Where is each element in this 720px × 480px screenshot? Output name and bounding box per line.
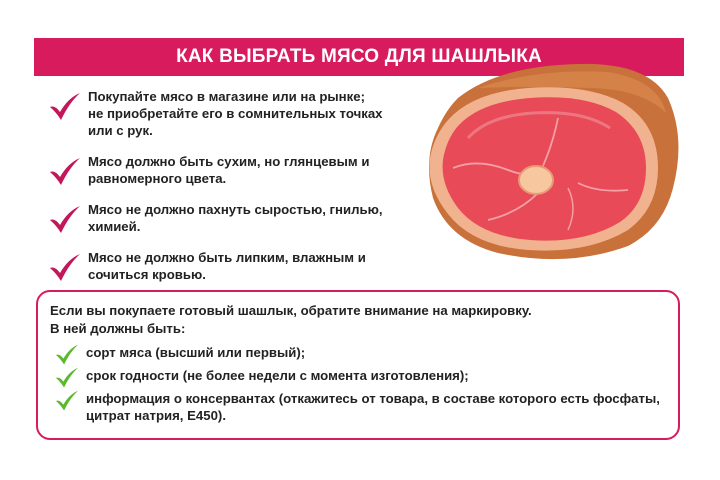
requirement-line: срок годности (не более недели с момента изготовления);: [86, 368, 469, 383]
tips-list: [46, 88, 406, 283]
tip-item: [46, 201, 406, 235]
tip-line: не приобретайте его в сомнительных точках: [88, 106, 383, 121]
tip-line: Мясо не должно пахнуть сыростью, гнилью,: [88, 202, 383, 217]
info-intro-line: В ней должны быть:: [50, 321, 186, 336]
check-icon: [54, 390, 80, 412]
tip-item: [46, 88, 406, 139]
check-icon: [54, 344, 80, 366]
requirements-list: [50, 344, 666, 424]
tip-line: Мясо не должно быть липким, влажным и: [88, 250, 366, 265]
requirement-item: [50, 390, 666, 424]
requirement-line: сорт мяса (высший или первый);: [86, 345, 306, 360]
tip-item: [46, 153, 406, 187]
requirement-item: [50, 367, 666, 384]
requirement-line: цитрат натрия, Е450).: [86, 408, 226, 423]
tip-line: сочиться кровью.: [88, 267, 206, 282]
info-intro-line: Если вы покупаете готовый шашлык, обратите внимание на маркировку.: [50, 303, 532, 318]
requirement-line: информация о консервантах (откажитесь от товара, в составе которого есть фосфаты,: [86, 391, 660, 406]
requirement-item: [50, 344, 666, 361]
labeling-info-box: [36, 290, 680, 440]
check-icon: [48, 205, 82, 235]
check-icon: [54, 367, 80, 389]
check-icon: [48, 157, 82, 187]
tip-line: равномерного цвета.: [88, 171, 227, 186]
check-icon: [48, 253, 82, 283]
tip-line: Мясо должно быть сухим, но глянцевым и: [88, 154, 370, 169]
tip-line: Покупайте мясо в магазине или на рынке;: [88, 89, 365, 104]
check-icon: [48, 92, 82, 122]
page-title: КАК ВЫБРАТЬ МЯСО ДЛЯ ШАШЛЫКА: [176, 46, 542, 67]
tip-item: [46, 249, 406, 283]
tip-line: или с рук.: [88, 123, 153, 138]
tip-line: химией.: [88, 219, 141, 234]
meat-steak-illustration: [418, 58, 688, 268]
